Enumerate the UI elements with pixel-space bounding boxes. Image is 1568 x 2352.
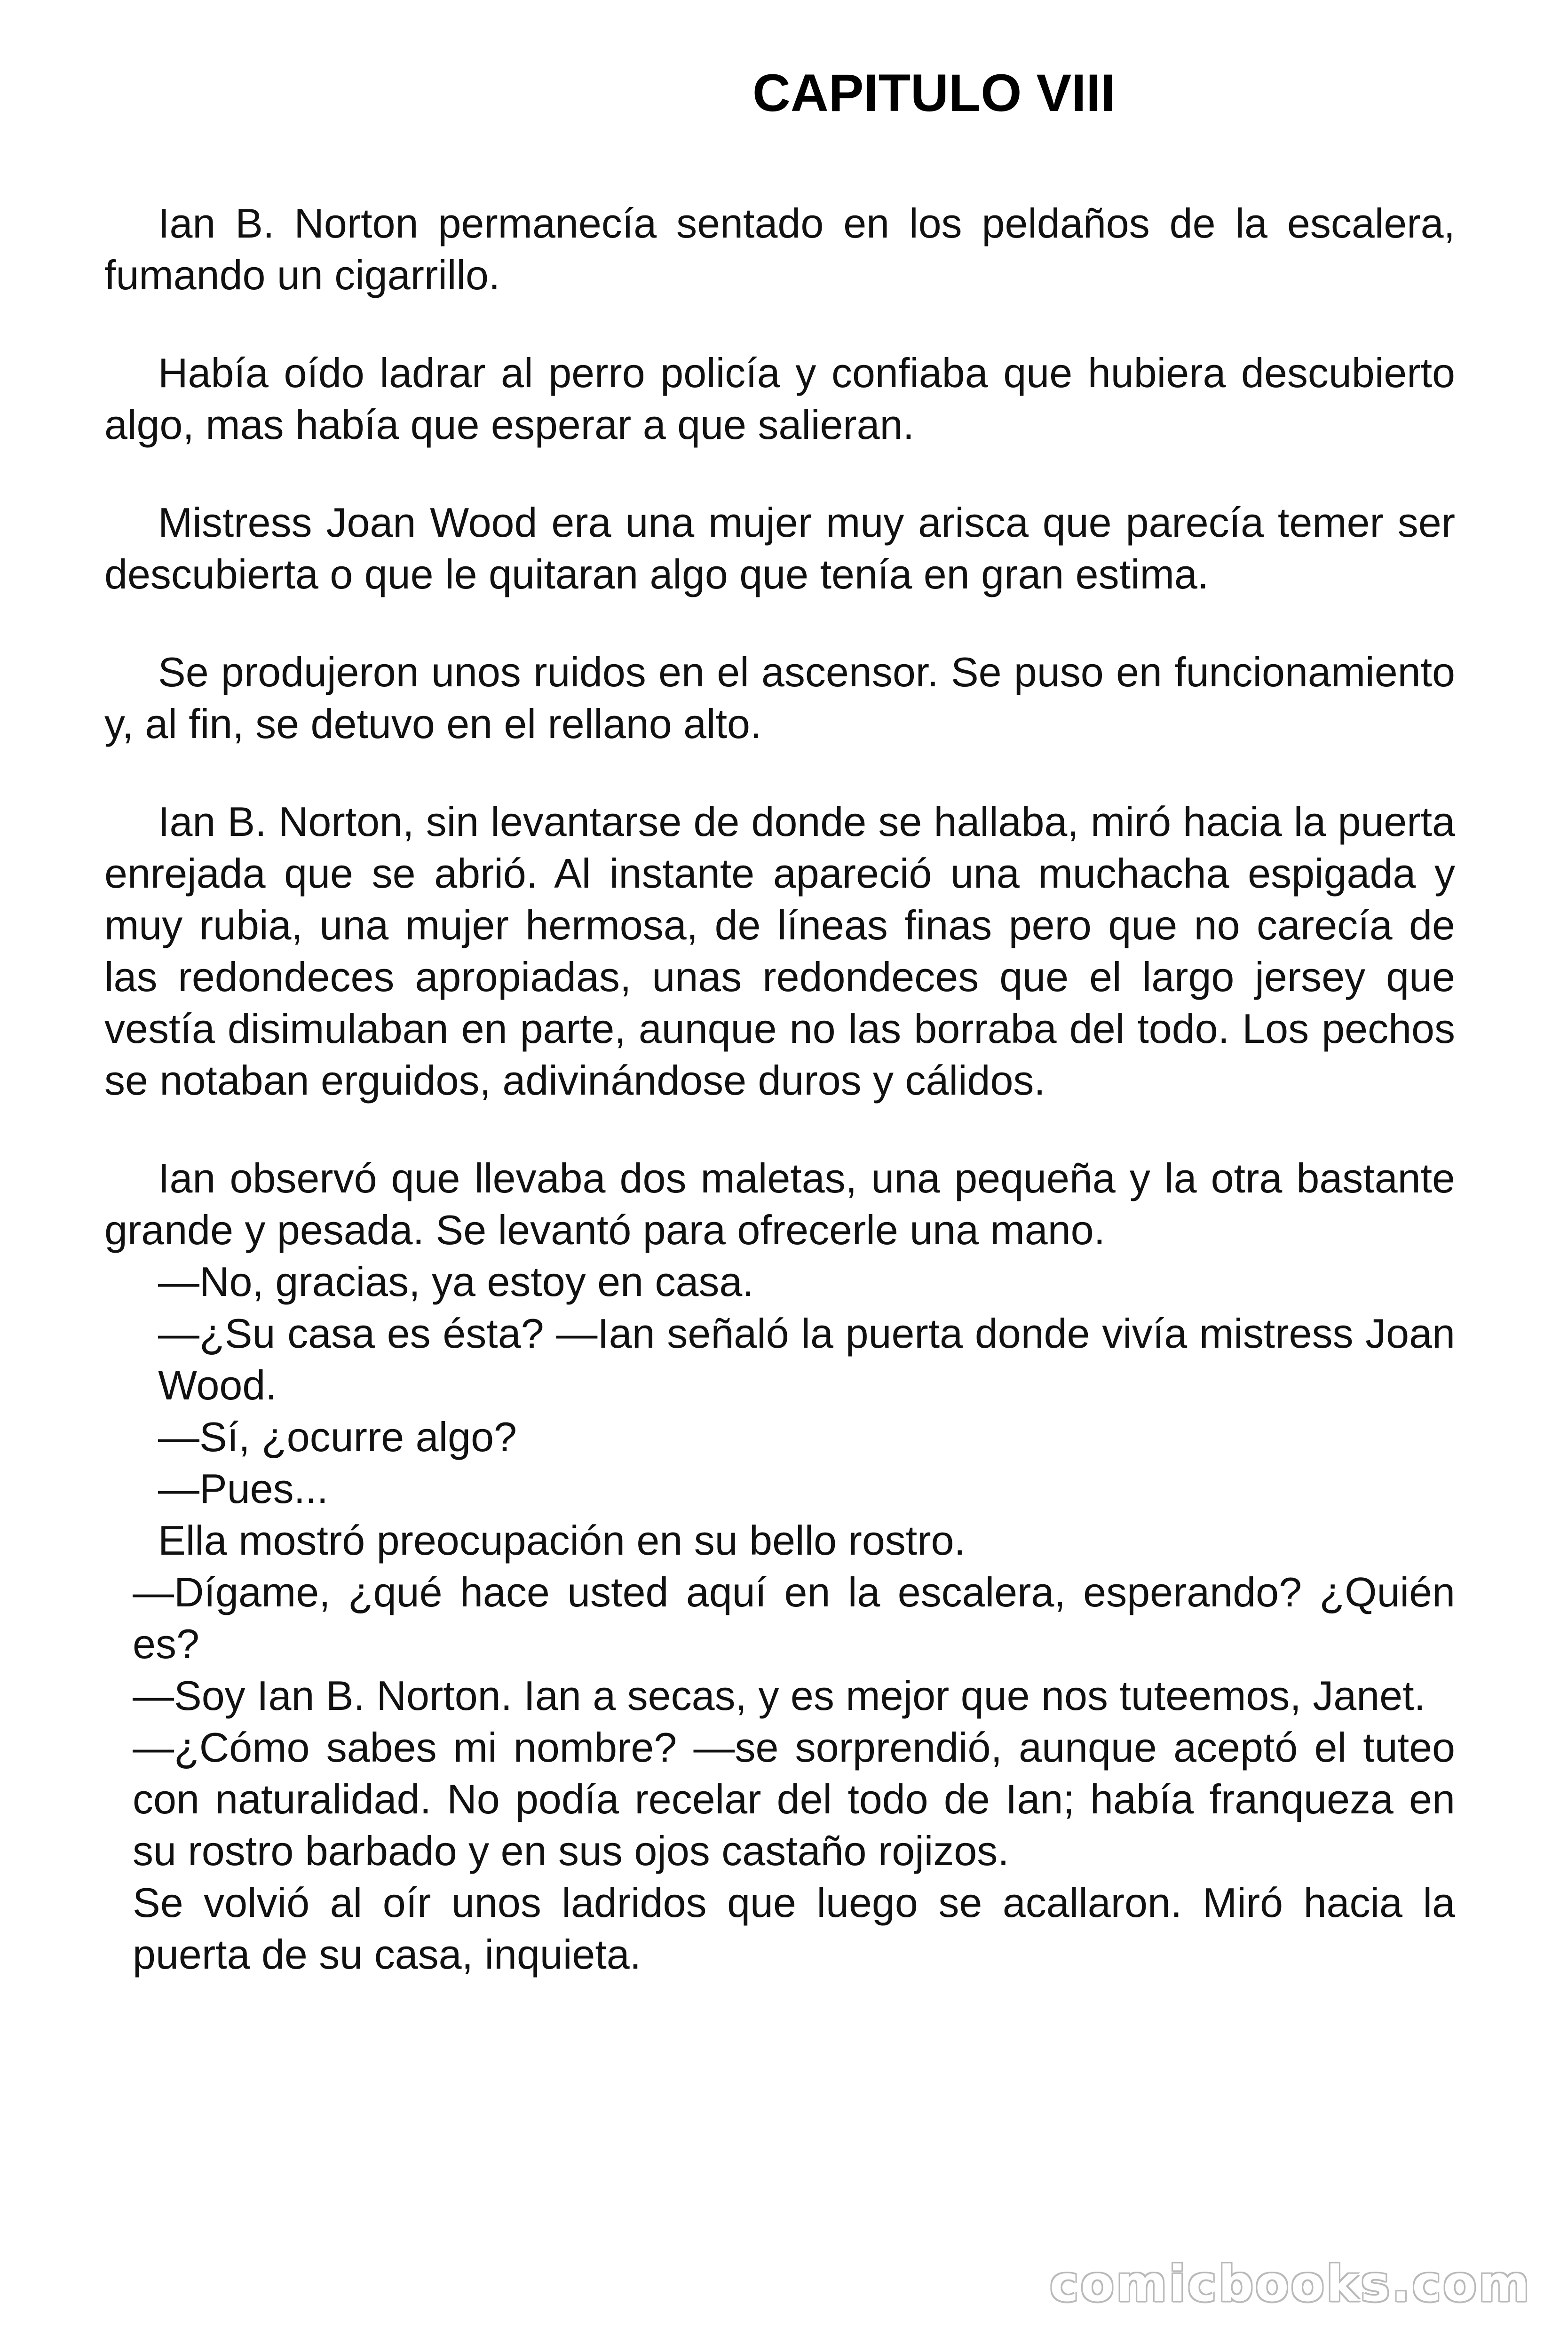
paragraph-8: Se volvió al oír unos ladridos que luego se acallaron. Miró hacia la puerta de su casa, inquieta. (133, 1879, 1455, 1978)
paragraph-4: Se produjeron unos ruidos en el ascensor. Se puso en funcionamiento y, al fin, se detuvo en el rellano alto. (104, 649, 1455, 747)
paragraph-3: Mistress Joan Wood era una mujer muy arisca que parecía temer ser descubierta o que le quitaran algo que tenía en gran estima. (104, 499, 1455, 597)
chapter-body (104, 198, 1455, 1980)
paragraph-1: Ian B. Norton permanecía sentado en los peldaños de la escalera, fumando un cigarrillo. (104, 200, 1455, 298)
dialogue-line-6: —Soy Ian B. Norton. Ian a secas, y es mejor que nos tuteemos, Janet. (133, 1672, 1425, 1719)
watermark: comicbooks.com (1049, 2255, 1531, 2312)
chapter-title: CAPITULO VIII (752, 64, 1116, 122)
dialogue-line-5: —Dígame, ¿qué hace usted aquí en la escalera, esperando? ¿Quién es? (133, 1569, 1455, 1667)
dialogue-line-7: —¿Cómo sabes mi nombre? —se sorprendió, aunque aceptó el tuteo con naturalidad. No podía recelar del todo de Ian; había franqueza en su rostro barbado y en sus ojos castaño rojizos. (133, 1724, 1455, 1874)
paragraph-6: Ian observó que llevaba dos maletas, una pequeña y la otra bastante grande y pesada. Se levantó para ofrecerle una mano. (104, 1155, 1455, 1253)
paragraph-2: Había oído ladrar al perro policía y confiaba que hubiera descubierto algo, mas había que esperar a que salieran. (104, 350, 1455, 448)
dialogue-line-3: —Sí, ¿ocurre algo? (158, 1414, 517, 1460)
dialogue-line-1: —No, gracias, ya estoy en casa. (158, 1258, 754, 1305)
paragraph-7: Ella mostró preocupación en su bello rostro. (158, 1517, 966, 1564)
paragraph-5: Ian B. Norton, sin levantarse de donde se hallaba, miró hacia la puerta enrejada que se abrió. Al instante apareció una muchacha espigada y muy rubia, una mujer hermosa, de líneas finas pero que no carecía de las redondeces apropiadas, unas redondeces que el largo jersey que vestía disimulaban en parte, aunque no las borraba del todo. Los pechos se notaban erguidos, adivinándose duros y cálidos. (104, 798, 1455, 1104)
dialogue-line-4: —Pues... (158, 1465, 328, 1512)
dialogue-line-2: —¿Su casa es ésta? —Ian señaló la puerta donde vivía mistress Joan Wood. (158, 1310, 1455, 1408)
